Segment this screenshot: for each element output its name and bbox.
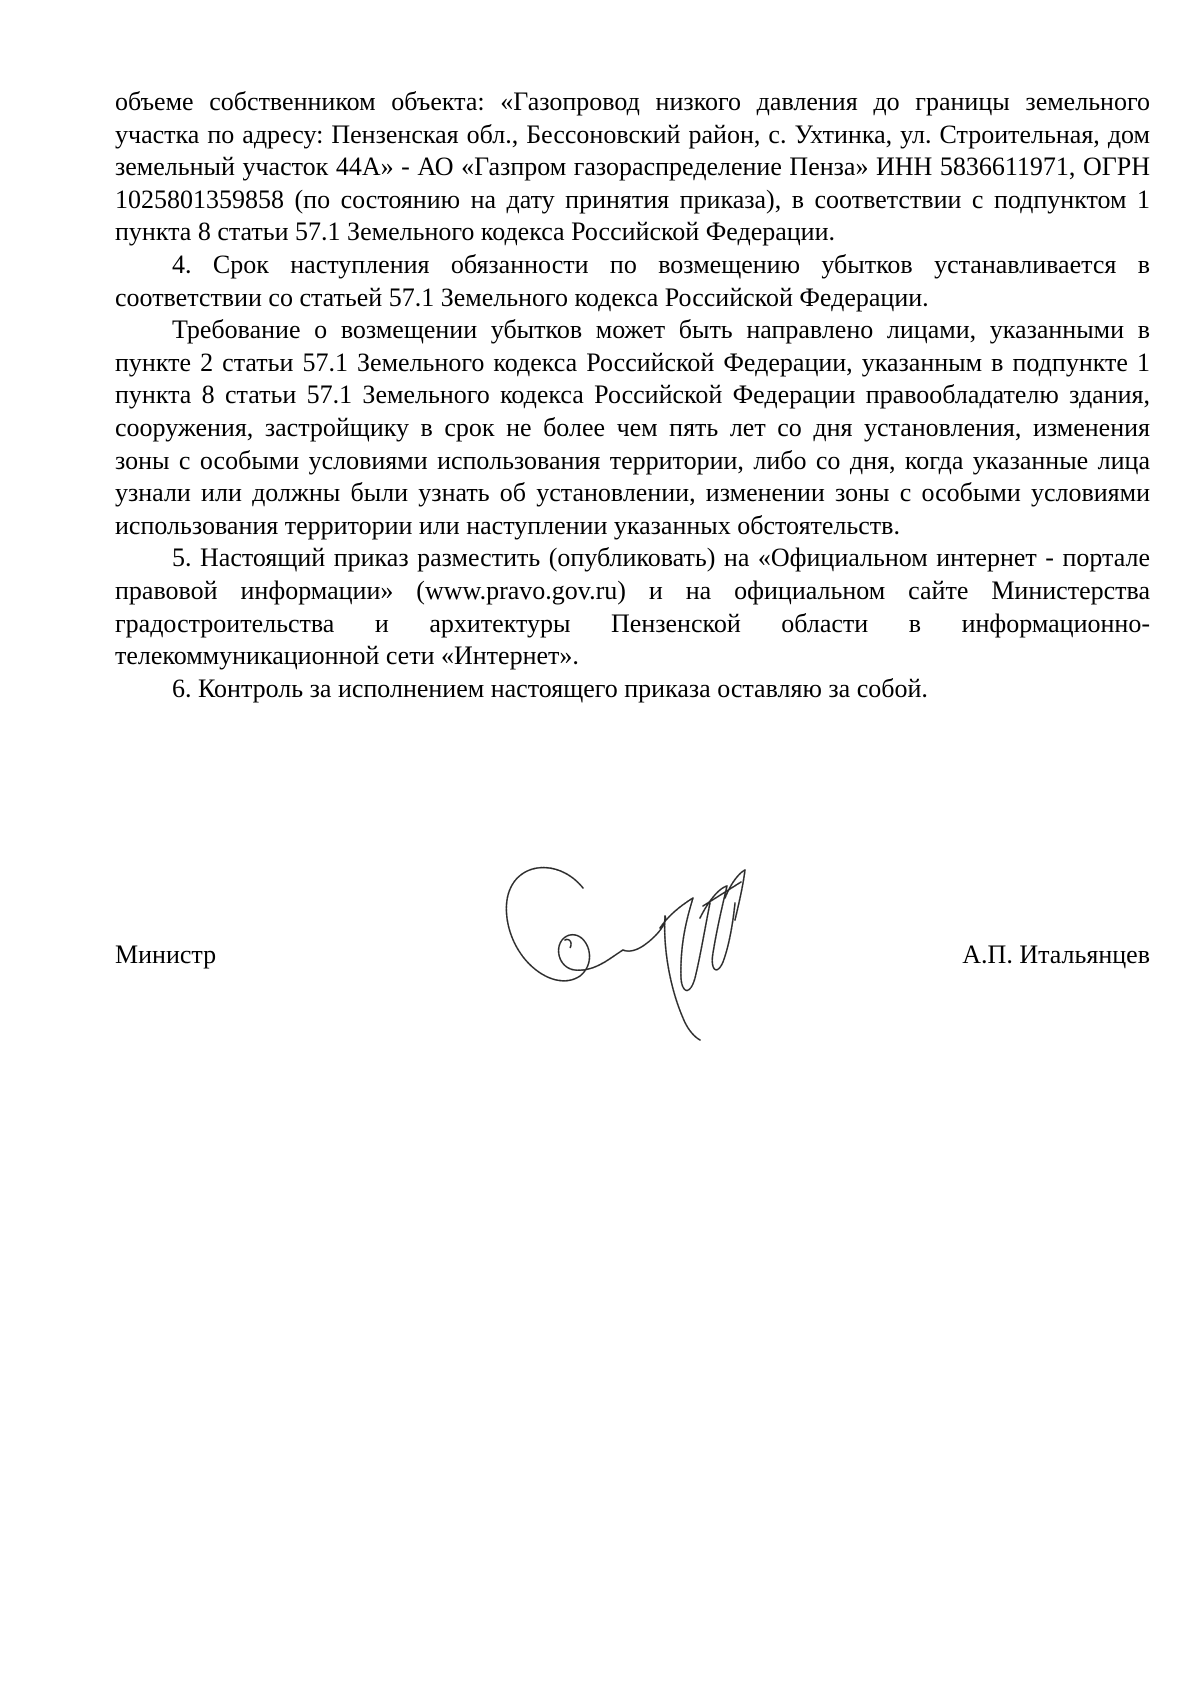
paragraph-item-4: 4. Срок наступления обязанности по возмещению убытков устанавливается в соответствии со статьей 57.1 Земельного кодекса Российской Федерации. xyxy=(115,249,1150,312)
paragraph-damages-claim: Требование о возмещении убытков может быть направлено лицами, указанными в пункте 2 статьи 57.1 Земельного кодекса Российской Федерации, указанным в подпункте 1 пункта 8 статьи 57.1 Земельного кодекса Российской Федерации правообладателю здания, сооружения, застройщику в срок не более чем пять лет со дня установления, изменения зоны с особыми условиями использования территории, либо со дня, когда указанные лица узнали или должны были узнать об установлении, изменении зоны с особыми условиями использования территории или наступлении указанных обстоятельств. xyxy=(115,315,1150,540)
paragraph-item-6: 6. Контроль за исполнением настоящего приказа оставляю за собой. xyxy=(172,673,928,703)
signatory-title: Министр xyxy=(115,940,217,969)
paragraph-item-5: 5. Настоящий приказ разместить (опубликовать) на «Официальном интернет - портале правовой информации» (www.pravo.gov.ru) и на официальном сайте Министерства градостроительства и архитектуры Пензенской области в информационно-телекоммуникационной сети «Интернет». xyxy=(115,543,1150,671)
document-body xyxy=(115,86,1150,705)
paragraph-continuation: объеме собственником объекта: «Газопровод низкого давления до границы земельного участка по адресу: Пензенская обл., Бессоновский район, с. Ухтинка, ул. Строительная, дом земельный участок 44А» - АО «Газпром газораспределение Пенза» ИНН 5836611971, ОГРН 1025801359858 (по состоянию на дату принятия приказа), в соответствии с подпунктом 1 пункта 8 статьи 57.1 Земельного кодекса Российской Федерации. xyxy=(115,87,1150,247)
handwritten-signature-icon xyxy=(495,858,770,1043)
signatory-name: А.П. Итальянцев xyxy=(962,940,1150,969)
